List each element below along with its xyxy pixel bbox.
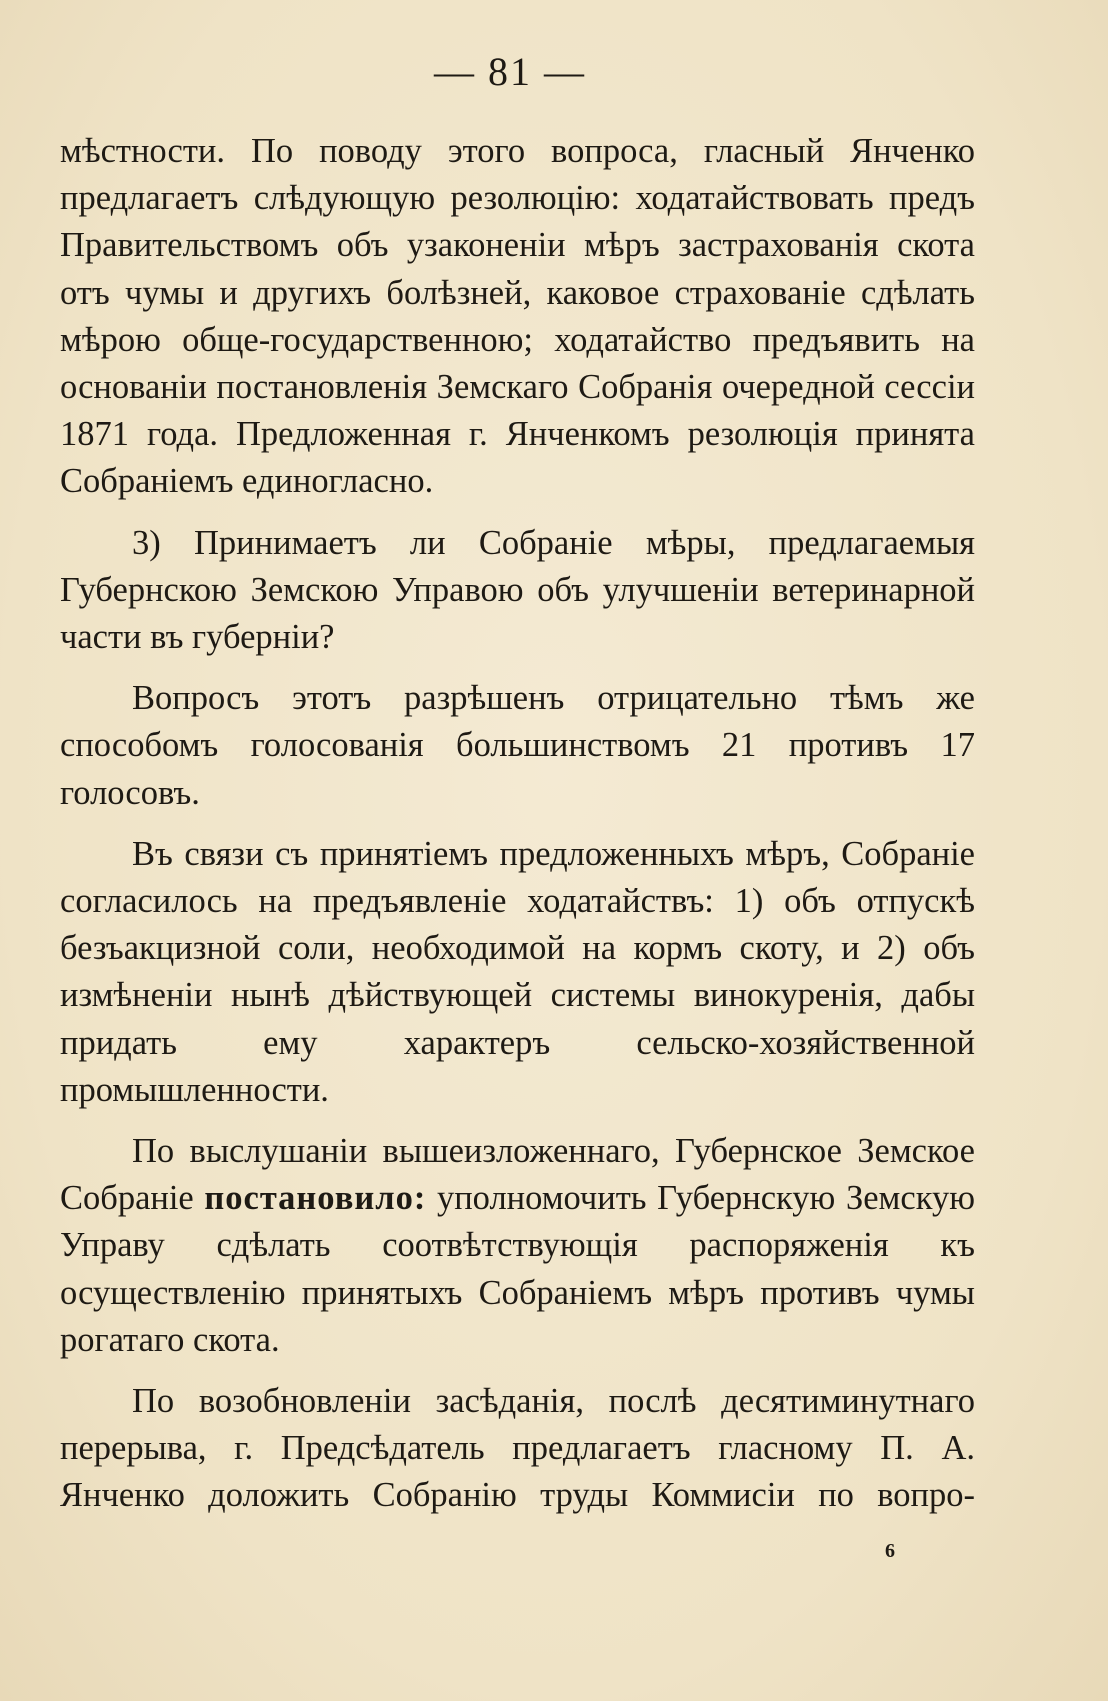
paragraph-continuation: мѣстности. По поводу этого вопроса, гласный Янченко предлагаетъ слѣдующую резолюцію: ходатайствовать предъ Правительствомъ объ узаконеніи мѣръ застрахованія скота отъ чумы и другихъ болѣзней, каковое страхованіе сдѣлать мѣрою обще-государственною; ходатайство предъявить на основаніи постановленія Земскаго Собранія очередной сессіи 1871 года. Предложенная г. Янченкомъ резолюція принята Собраніемъ единогласно.	[60, 132, 975, 501]
paragraph-session-resumed: По возобновленіи засѣданія, послѣ десятиминутнаго перерыва, г. Предсѣдатель предлагаетъ гласному П. А. Янченко доложить Собранію труды Коммисіи по вопро-	[60, 1382, 975, 1515]
paragraph-petitions: Въ связи съ принятіемъ предложенныхъ мѣръ, Собраніе согласилось на предъявленіе ходатайствъ: 1) объ отпускѣ безъакцизной соли, необходимой на кормъ скоту, и 2) объ измѣненіи нынѣ дѣйствующей системы винокуренія, дабы придать ему характеръ сельско-хозяйственной промышленности.	[60, 834, 975, 1109]
resolution-text-before: По выслушаніи вышеизложеннаго, Губернское Земское Собраніе	[60, 1132, 975, 1218]
body-text	[60, 128, 975, 1520]
signature-mark: 6	[885, 1540, 895, 1562]
paragraph-vote-result: Вопросъ этотъ разрѣшенъ отрицательно тѣмъ же способомъ голосованія большинствомъ 21 противъ 17 голосовъ.	[60, 679, 975, 812]
paragraph-resolution	[60, 1128, 975, 1364]
paragraph-question-3: 3) Принимаетъ ли Собраніе мѣры, предлагаемыя Губернскою Земскою Управою объ улучшеніи ветеринарной части въ губерніи?	[60, 523, 975, 657]
page-number: — 81 —	[434, 49, 586, 94]
resolution-emphasis: постановило:	[204, 1179, 427, 1218]
resolution-text-after: уполномочить Губернскую Земскую Управу сдѣлать соотвѣтствующія распоряженія къ осуществленію принятыхъ Собраніемъ мѣръ противъ чумы рогатаго скота.	[60, 1179, 975, 1359]
